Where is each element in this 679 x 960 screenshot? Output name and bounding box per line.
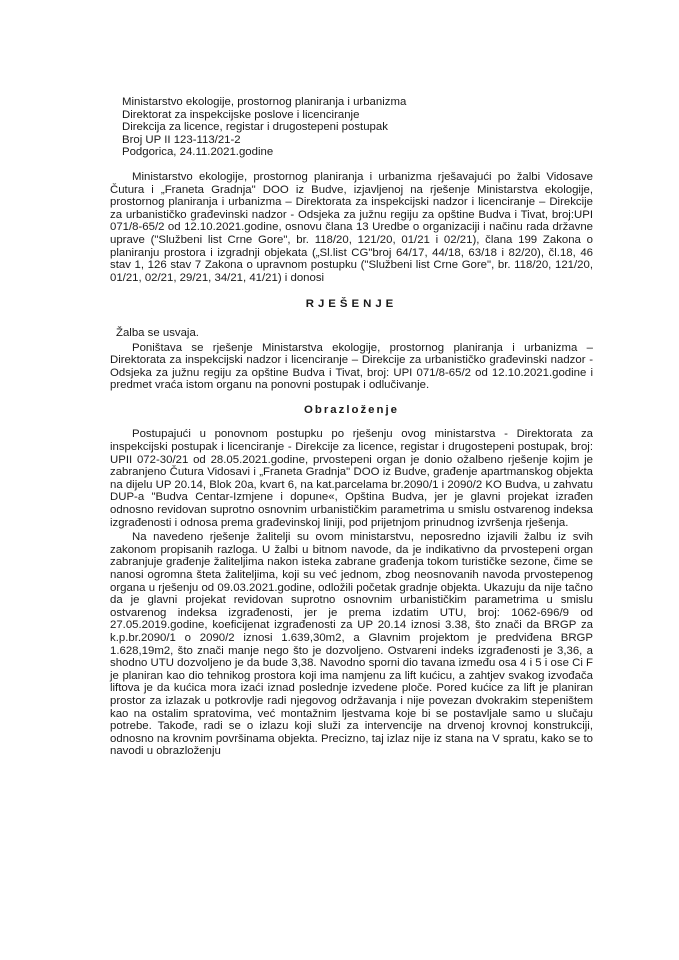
- reasoning-paragraph-1: Postupajući u ponovnom postupku po rješenju ovog ministarstva - Direktorata za inspekcijski postupak i licenciranje - Direkcije za licence, registar i drugostepeni postupak, broj: UPII 072-30/21 od 28.05.2021.godine, prvostepeni organ je donio ožalbeno rješenje kojim je zabranjeno Čutura Vidosavi i „Franeta Gradnja" DOO iz Budve, građenje apartmanskog objekta na dijelu UP 20.14, Blok 20a, kvart 6, na kat.parcelama br.2090/1 i 2090/2 KO Budva, u zahvatu DUP-a "Budva Centar-Izmjene i dopune«, Opština Budva, jer je glavni projekat izrađen odnosno revidovan suprotno osnovnim urbanističkim parametrima u smislu ostvarenog indeksa izgrađenosti i odnosa prema građevinskoj liniji, pod prijetnjom prinudnog izvršenja rješenja.: [110, 428, 593, 529]
- letterhead: [122, 96, 593, 159]
- decision-item-2: Poništava se rješenje Ministarstva ekologije, prostornog planiranja i urbanizma – Direktorata za inspekcijski nadzor i licenciranje – Direkcije za urbanističko građevinski nadzor - Odsjeka za južnu regiju za opštine Budva i Tivat, broj: UPI 071/8-65/2 od 12.10.2021.godine i predmet vraća istom organu na ponovni postupak i odlučivanje.: [110, 341, 593, 392]
- reasoning-heading: Obrazloženje: [304, 403, 399, 416]
- case-number: Broj UP II 123-113/21-2: [122, 133, 241, 146]
- decision-heading: RJEŠENJE: [305, 298, 398, 311]
- decision-item-1: Žalba se usvaja.: [116, 326, 199, 339]
- place-date: Podgorica, 24.11.2021.godine: [122, 146, 274, 159]
- reasoning-paragraph-2: Na navedeno rješenje žalitelji su ovom ministarstvu, neposredno izjavili žalbu iz svih zakonom propisanih razloga. U žalbi u bitnom navode, da je indikativno da prvostepeni organ zabranjuje građenje žaliteljima nakon isteka zabrane građenja tokom turističke sezone, čime se nanosi ogromna šteta žaliteljima, koji su već jednom, zbog neosnovanih navoda prvostepenog organa u rješenju od 09.03.2021.godine, odložili početak gradnje objekta. Ukazuju da nije tačno da je glavni projekat revidovan suprotno osnovnim urbanističkim parametrima u smislu ostvarenog indeksa izgrađenosti, jer je prema izdatim UTU, broj: 1062-696/9 od 27.05.2019.godine, koeficijenat izgrađenosti za UP 20.14 iznosi 3.38, što znači da BRGP za k.p.br.2090/1 o 2090/2 iznosi 1.639,30m2, a Glavnim projektom je predviđena BRGP 1.628,19m2, što znači manje nego što je dozvoljeno. Ostvareni indeks izgrađenosti je 3,36, a shodno UTU dozvoljeno je da bude 3,38. Navodno sporni dio tavana između osa 4 i 5 i ose Ci F je planiran kao dio tehnikog prostora koji ima namjenu za lift kućicu, a zahtjev svakog izvođača liftova je da kućica mora izaći iznad poslednje izvedene ploče. Pored kućice za lift je planiran prostor za izlazak u potkrovlje radi njegovog održavanja i nije povezan dvokrakim stepeništem kao na ostalim spratovima, već montažnim ljestvama koje bi se postavljale samo u slučaju potrebe. Takođe, radi se o izlazu koji služi za intervencije na drvenoj krovnoj konstrukciji, odnosno na krovnim površinama objekta. Precizno, taj izlaz nije iz stana na V spratu, kako se to navodi u obrazloženju: [110, 531, 593, 758]
- directorate-name: Direktorat za inspekcijske poslove i licenciranje: [122, 108, 360, 121]
- department-name: Direkcija za licence, registar i drugostepeni postupak: [122, 121, 388, 134]
- ministry-name: Ministarstvo ekologije, prostornog planiranja i urbanizma: [122, 96, 407, 108]
- intro-paragraph: Ministarstvo ekologije, prostornog planiranja i urbanizma rješavajući po žalbi Vidosave Čutura i „Franeta Gradnja" DOO iz Budve, izjavljenoj na rješenje Ministarstva ekologije, prostornog planiranja i urbanizma – Direktorata za inspekcijski nadzor i licenciranje – Direkcije za urbanističko građevinski nadzor - Odsjeka za južnu regiju za opštine Budva i Tivat, broj:UPI 071/8-65/2 od 12.10.2021.godine, osnovu člana 13 Uredbe o organizaciji i načinu rada državne uprave ("Službeni list Crne Gore", br. 118/20, 121/20, 01/21 i 02/21), člana 199 Zakona o planiranju prostora i izgradnji objekata („Sl.list CG"broj 64/17, 44/18, 63/18 i 82/20), čl.18, 46 stav 1, 126 stav 7 Zakona o upravnom postupku ("Službeni list Crne Gore", br. 118/20, 121/20, 01/21, 02/21, 29/21, 34/21, 41/21) i donosi: [110, 170, 593, 284]
